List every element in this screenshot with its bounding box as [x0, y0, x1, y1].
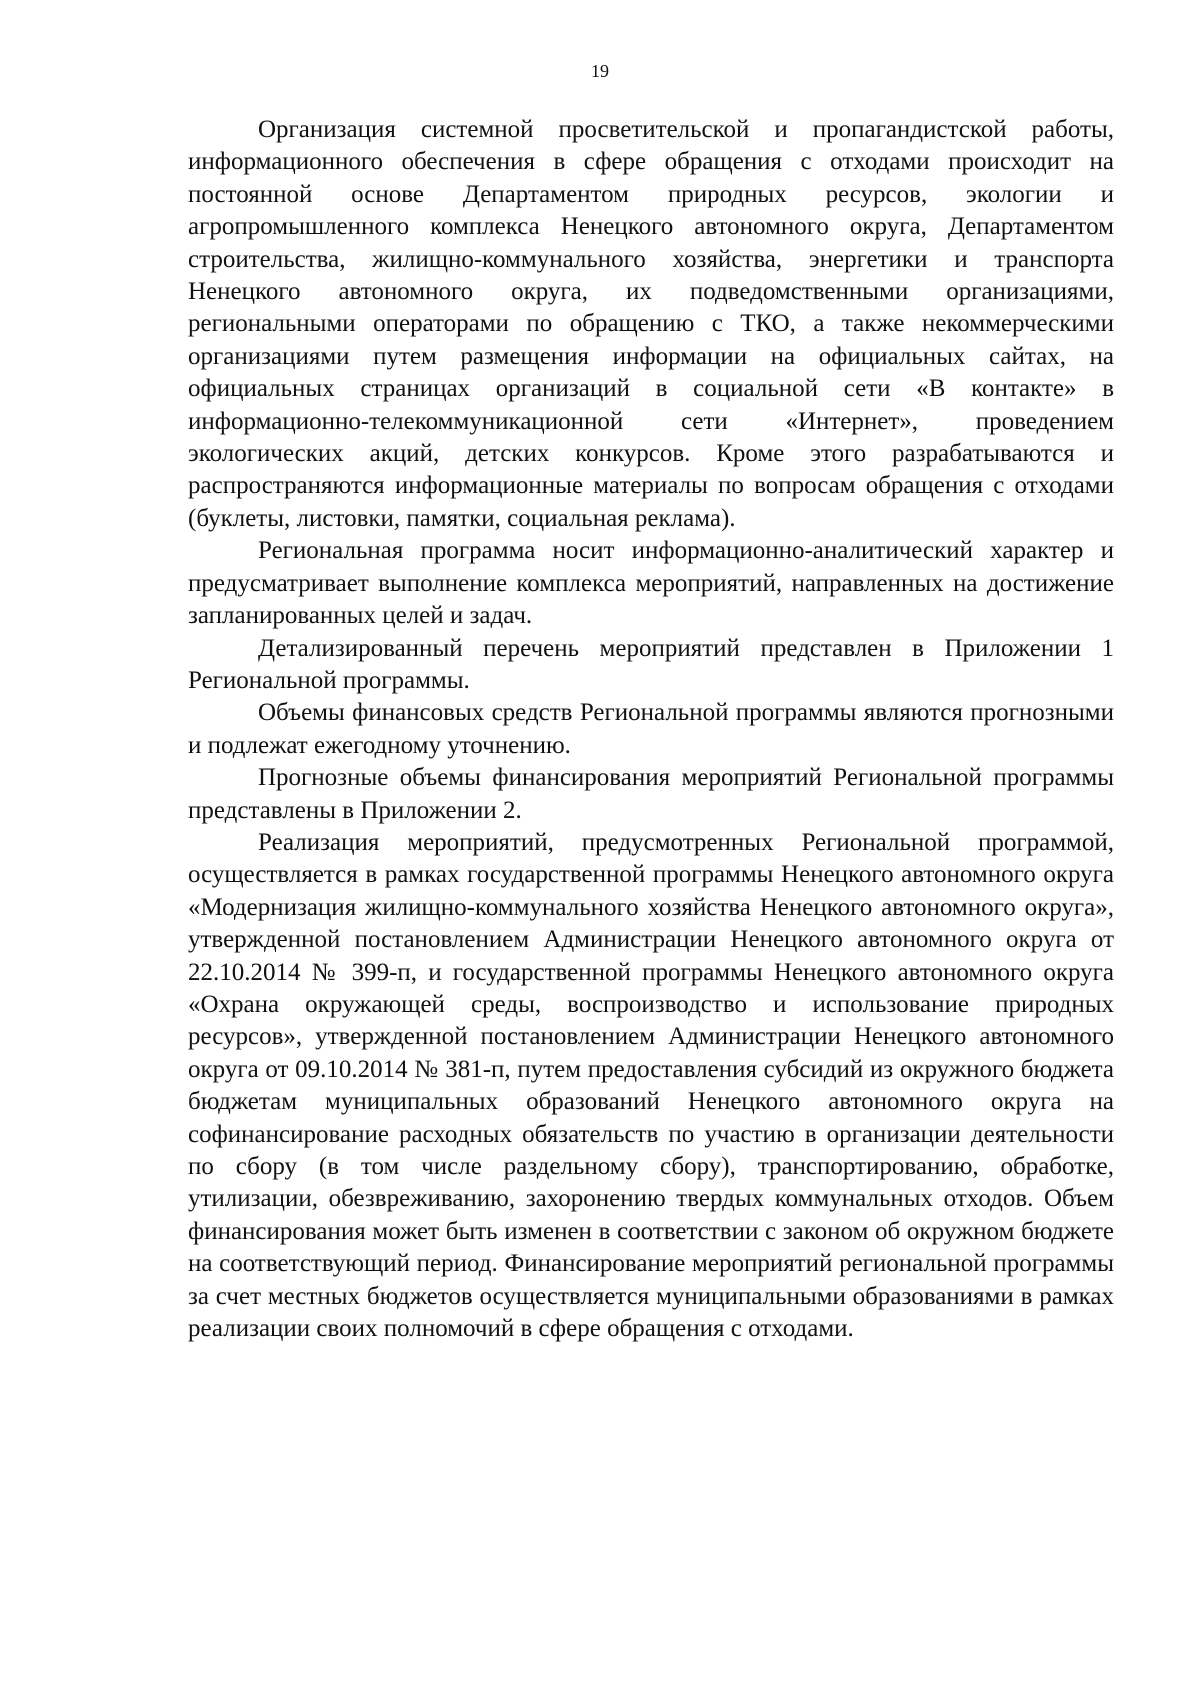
paragraph-program-character: Региональная программа носит информационно-аналитический характер и предусматривает выполнение комплекса мероприятий, направленных на достижение запланированных целей и задач.: [188, 537, 1114, 630]
paragraph-implementation: Реализация мероприятий, предусмотренных Региональной программой, осуществляется в рамках государственной программы Ненецкого автономного округа «Модернизация жилищно-коммунального хозяйства Ненецкого автономного округа», утвержденной постановлением Администрации Ненецкого автономного округа от 22.10.2014 № 399-п, и государственной программы Ненецкого автономного округа «Охрана окружающей среды, воспроизводство и использование природных ресурсов», утвержденной постановлением Администрации Ненецкого автономного округа от 09.10.2014 № 381-п, путем предоставления субсидий из окружного бюджета бюджетам муниципальных образований Ненецкого автономного округа на софинансирование расходных обязательств по участию в организации деятельности по сбору (в том числе раздельному сбору), транспортированию, обработке, утилизации, обезвреживанию, захоронению твердых коммунальных отходов. Объем финансирования может быть изменен в соответствии с законом об окружном бюджете на соответствующий период. Финансирование мероприятий региональной программы за счет местных бюджетов осуществляется муниципальными образованиями в рамках реализации своих полномочий в сфере обращения с отходами.: [188, 828, 1114, 1343]
document-body: [188, 114, 1114, 1345]
paragraph-funding-volumes: Объемы финансовых средств Региональной программы являются прогнозными и подлежат ежегодному уточнению.: [188, 699, 1114, 759]
paragraph-measures-list: Детализированный перечень мероприятий представлен в Приложении 1 Региональной программы.: [188, 634, 1114, 694]
page-number: 19: [591, 61, 609, 81]
paragraph-outreach: Организация системной просветительской и пропагандистской работы, информационного обеспечения в сфере обращения с отходами происходит на постоянной основе Департаментом природных ресурсов, экологии и агропромышленного комплекса Ненецкого автономного округа, Департаментом строительства, жилищно-коммунального хозяйства, энергетики и транспорта Ненецкого автономного округа, их подведомственными организациями, региональными операторами по обращению с ТКО, а также некоммерческими организациями путем размещения информации на официальных сайтах, на официальных страницах организаций в социальной сети «В контакте» в информационно-телекоммуникационной сети «Интернет», проведением экологических акций, детских конкурсов. Кроме этого разрабатываются и распространяются информационные материалы по вопросам обращения с отходами (буклеты, листовки, памятки, социальная реклама).: [188, 116, 1114, 532]
paragraph-forecast-funding: Прогнозные объемы финансирования мероприятий Региональной программы представлены в Приложении 2.: [188, 764, 1114, 824]
